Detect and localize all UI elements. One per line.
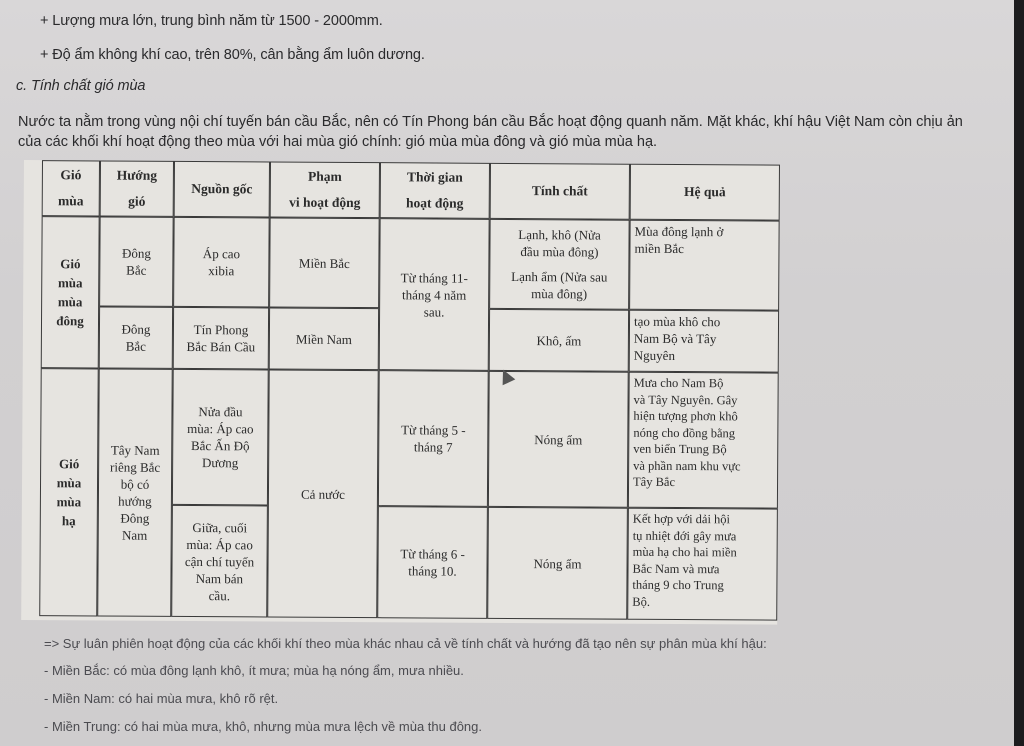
header-he-qua: Hệ quả [630, 164, 780, 221]
summer-scope: Cả nước [267, 369, 379, 618]
conclusion-north: - Miền Bắc: có mùa đông lạnh khô, ít mưa; mùa hạ nóng ẩm, mưa nhiều. [44, 663, 464, 678]
winter-r2-origin: Tín Phong Bắc Bán Cầu [173, 307, 269, 370]
section-title: c. Tính chất gió mùa [16, 78, 146, 94]
winter-r1-character [489, 219, 630, 310]
summer-r2-consequence: Kết hợp với dải hội tụ nhiệt đới gây mưa mùa hạ cho hai miền Bắc Nam và mưa tháng 9 cho Trung Bộ. [627, 508, 778, 621]
summer-r2-character: Nóng ẩm [487, 507, 628, 620]
winter-r2-character: Khô, ấm [489, 309, 629, 372]
bullet-humidity: + Độ ẩm không khí cao, trên 80%, cân bằng ẩm luôn dương. [40, 47, 425, 63]
winter-r1-direction: Đông Bắc [99, 216, 174, 306]
bullet-rainfall: + Lượng mưa lớn, trung bình năm từ 1500 - 2000mm. [40, 13, 383, 29]
summer-direction: Tây Nam riêng Bắc bộ có hướng Đông Nam [97, 368, 173, 616]
winter-character-first-half: Lạnh, khô (Nửa đầu mùa đông) [518, 227, 601, 260]
summer-monsoon-label: Gió mùa mùa hạ [39, 368, 99, 616]
header-gio-mua: Gió mùa [42, 160, 100, 216]
header-thoi-gian: Thời gian hoạt động [380, 162, 490, 219]
paragraph-line-1: Nước ta nằm trong vùng nội chí tuyến bán cầu Bắc, nên có Tín Phong bán cầu Bắc hoạt động quanh năm. Mặt khác, khí hậu Việt Nam còn chịu ản [18, 114, 963, 130]
winter-time: Từ tháng 11- tháng 4 năm sau. [379, 218, 490, 371]
header-tinh-chat: Tính chất [490, 163, 630, 220]
header-nguon-goc: Nguồn gốc [174, 161, 270, 218]
winter-r2-direction: Đông Bắc [99, 306, 173, 368]
winter-r1-origin: Áp cao xibia [173, 217, 270, 308]
header-pham-vi: Phạm vi hoạt động [270, 162, 380, 219]
monsoon-table [21, 160, 780, 625]
summer-r1-character: Nóng ẩm [488, 371, 629, 508]
summer-r1-consequence: Mưa cho Nam Bộ và Tây Nguyên. Gây hiện tượng phơn khô nóng cho đồng bằng ven biển Trung Bộ và phần nam khu vực Tây Bắc [628, 372, 779, 509]
summer-r1-time: Từ tháng 5 - tháng 7 [378, 370, 489, 507]
conclusion-intro: => Sự luân phiên hoạt động của các khối khí theo mùa khác nhau cả về tính chất và hướng đã tạo nên sự phân mùa khí hậu: [44, 636, 767, 651]
winter-r1-consequence: Mùa đông lạnh ở miền Bắc [629, 220, 780, 311]
summer-r2-origin: Giữa, cuối mùa: Áp cao cận chí tuyến Nam bán cầu. [171, 505, 268, 618]
conclusion-central: - Miền Trung: có hai mùa mưa, khô, nhưng mùa mưa lệch về mùa thu đông. [44, 719, 482, 734]
winter-monsoon-label: Gió mùa mùa đông [41, 216, 100, 368]
winter-character-second-half: Lạnh ẩm (Nửa sau mùa đông) [511, 268, 608, 302]
summer-r2-time: Từ tháng 6 - tháng 10. [377, 506, 488, 619]
paragraph-line-2: của các khối khí hoạt động theo mùa với hai mùa gió chính: gió mùa mùa đông và gió mùa mùa hạ. [18, 134, 658, 150]
winter-r2-consequence: tạo mùa khô cho Nam Bộ và Tây Nguyên [629, 310, 779, 373]
intro-paragraph [18, 112, 1018, 152]
winter-r1-scope: Miền Bắc [269, 218, 380, 309]
winter-r2-scope: Miền Nam [269, 308, 379, 371]
summer-r1-origin: Nửa đầu mùa: Áp cao Bắc Ấn Độ Dương [172, 369, 269, 506]
header-huong-gio: Hướng gió [100, 160, 174, 216]
screen-bezel [1014, 0, 1024, 746]
conclusion-south: - Miền Nam: có hai mùa mưa, khô rõ rệt. [44, 691, 279, 706]
